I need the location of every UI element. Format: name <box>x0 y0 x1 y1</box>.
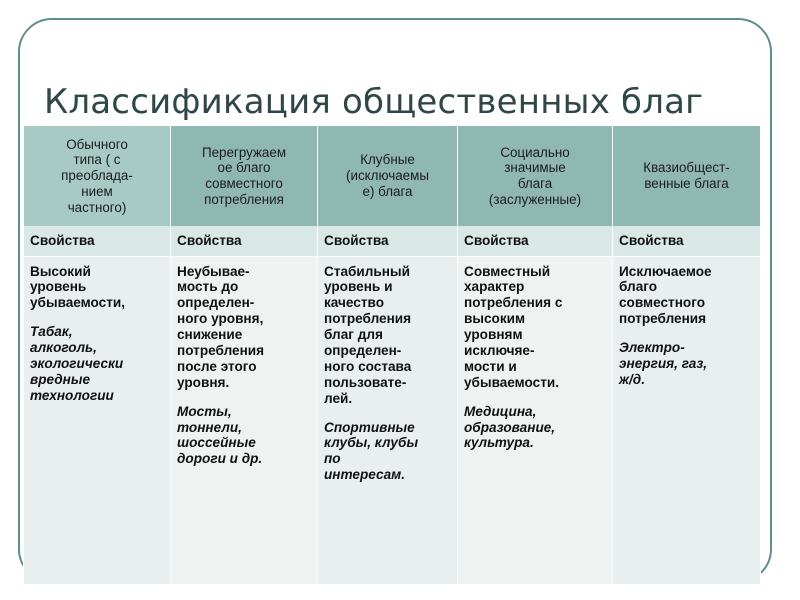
column-header <box>24 126 171 226</box>
text-line: преоблада- <box>61 168 133 184</box>
text-line: Социально <box>500 144 570 160</box>
text-line: Высокий <box>30 263 91 279</box>
text-line: исключяе- <box>464 342 535 358</box>
description <box>324 264 451 407</box>
text-line: Обычного <box>66 136 128 152</box>
text-line: по <box>324 451 341 467</box>
content-cell <box>613 256 761 584</box>
text-line: Электро- <box>619 340 685 356</box>
examples <box>464 404 606 452</box>
properties-row <box>24 226 761 256</box>
text-line: значимые <box>504 160 566 176</box>
property-label: Свойства <box>24 226 171 256</box>
text-line: технологии <box>30 387 114 403</box>
text-line: благо <box>619 279 658 295</box>
text-line: алкоголь, <box>30 340 97 356</box>
classification-table <box>23 126 761 584</box>
text-line: потребления с <box>464 295 563 311</box>
text-line: культура. <box>464 435 534 451</box>
text-line: потребления <box>177 342 265 358</box>
text-line: Квазиобщест- <box>643 160 730 176</box>
text-line: мость до <box>177 279 239 295</box>
text-line: Табак, <box>30 324 73 340</box>
text-line: благ для <box>324 327 383 343</box>
text-line: Перегружаем <box>201 144 287 160</box>
content-cell <box>458 256 613 584</box>
text-line: Клубные <box>360 152 415 168</box>
description <box>464 264 606 391</box>
text-line: клубы, клубы <box>324 435 419 451</box>
text-line: убываемости. <box>464 374 560 390</box>
header-row <box>24 126 761 226</box>
text-line: е) блага <box>362 183 413 199</box>
text-line: экологически <box>30 355 124 371</box>
text-line: Стабильный <box>324 263 410 279</box>
text-line: Спортивные <box>324 419 415 435</box>
text-line: блага <box>517 176 553 191</box>
text-line: ое благо <box>217 160 271 176</box>
text-line: мости и <box>464 358 517 374</box>
text-line: характер <box>464 279 525 295</box>
text-line: шоссейные <box>177 435 256 451</box>
column-header <box>613 126 761 226</box>
text-line: ного уровня, <box>177 311 264 327</box>
text-line: убываемости, <box>30 295 126 311</box>
examples <box>177 404 311 468</box>
text-line: типа ( с <box>73 152 121 168</box>
property-label: Свойства <box>458 226 613 256</box>
examples <box>324 420 451 484</box>
content-cell <box>171 256 318 584</box>
content-cell <box>318 256 458 584</box>
text-line: образование, <box>464 419 556 435</box>
text-line: вредные <box>30 371 91 387</box>
examples <box>30 324 164 403</box>
text-line: Совместный <box>464 263 551 279</box>
text-line: лей. <box>324 390 353 406</box>
text-line: тоннели, <box>177 419 242 435</box>
property-label: Свойства <box>318 226 458 256</box>
text-line: нием <box>81 183 113 199</box>
description <box>30 264 164 312</box>
examples <box>619 340 754 388</box>
text-line: после этого <box>177 358 257 374</box>
text-line: определен- <box>177 295 255 311</box>
text-line: высоким <box>464 311 526 327</box>
text-line: потребления <box>619 311 707 327</box>
text-line: пользовате- <box>324 374 407 390</box>
text-line: качество <box>324 295 384 311</box>
text-line: совместного <box>205 176 283 191</box>
text-line: уровень и <box>324 279 393 295</box>
property-label: Свойства <box>171 226 318 256</box>
slide-title: Классификация общественных благ <box>44 82 704 122</box>
property-label: Свойства <box>613 226 761 256</box>
text-line: совместного <box>619 295 705 311</box>
text-line: определен- <box>324 342 402 358</box>
text-line: венные блага <box>644 176 729 191</box>
text-line: энергия, газ, <box>619 355 708 371</box>
text-line: потребления <box>204 191 284 207</box>
description <box>619 264 754 328</box>
text-line: Мосты, <box>177 403 232 419</box>
text-line: Неубывае- <box>177 263 250 279</box>
text-line: снижение <box>177 327 243 343</box>
column-header <box>318 126 458 226</box>
text-line: (заслуженные) <box>488 191 582 207</box>
text-line: Медицина, <box>464 403 537 419</box>
column-header <box>458 126 613 226</box>
text-line: уровень <box>30 279 87 295</box>
text-line: уровням <box>464 327 523 343</box>
content-row <box>24 256 761 584</box>
text-line: Исключаемое <box>619 263 712 279</box>
text-line: дороги и др. <box>177 451 263 467</box>
text-line: ж/д. <box>619 371 645 387</box>
description <box>177 264 311 391</box>
text-line: потребления <box>324 311 412 327</box>
text-line: уровня. <box>177 374 230 390</box>
column-header <box>171 126 318 226</box>
text-line: (исключаемы <box>346 168 429 184</box>
content-cell <box>24 256 171 584</box>
text-line: частного) <box>67 199 127 215</box>
text-line: ного состава <box>324 358 412 374</box>
text-line: интересам. <box>324 467 405 483</box>
